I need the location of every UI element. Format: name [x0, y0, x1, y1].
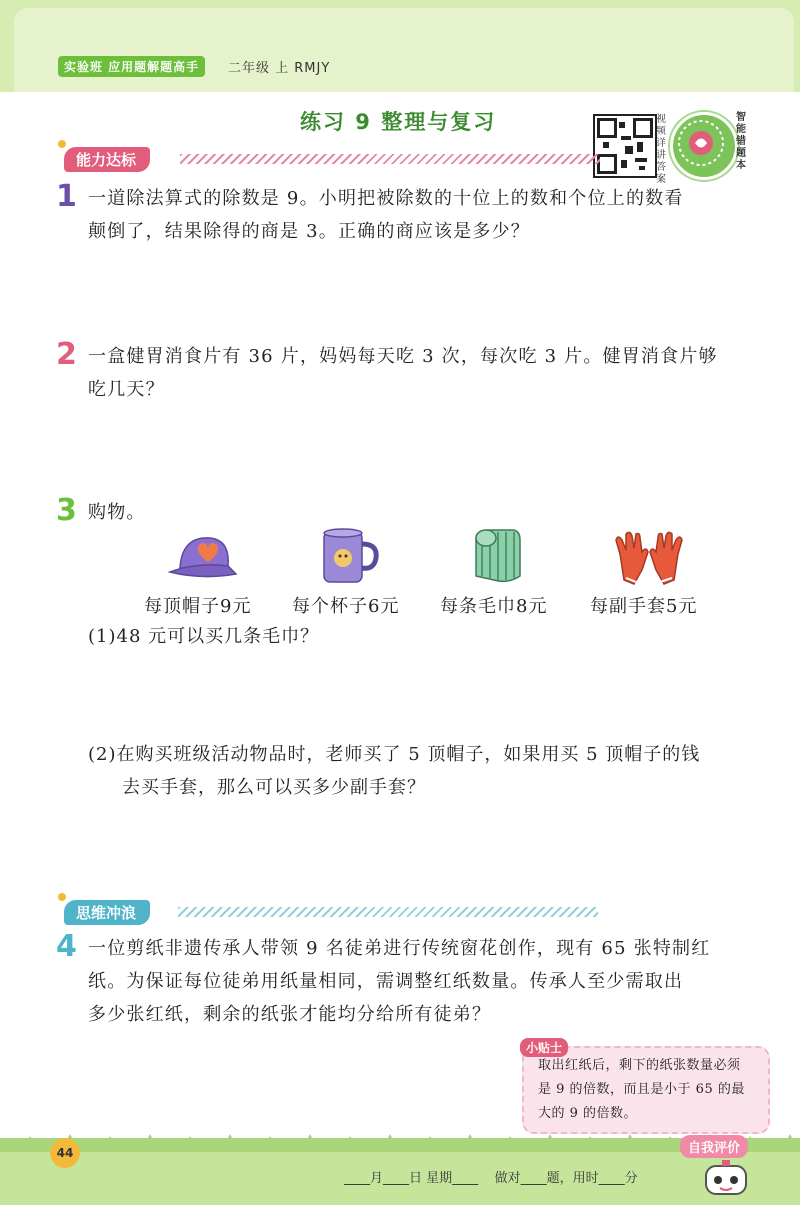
seal-caption: 智能错题本: [736, 112, 746, 171]
question-2-line-2: 吃几天？: [88, 379, 165, 400]
section-ability: 能力达标: [64, 147, 150, 172]
study-log-line: ____月____日 星期____ 做对____题，用时____分: [344, 1171, 638, 1186]
header-panel: [14, 8, 794, 92]
gloves-icon: [612, 526, 686, 586]
question-4-line-1: 一位剪纸非遗传承人带领 9 名徒弟进行传统窗花创作，现有 65 张特制红: [88, 938, 711, 959]
question-4-line-2: 纸。为保证每位徒弟用纸量相同，需调整红纸数量。传承人至少需取出: [88, 971, 684, 992]
question-1-line-1: 一道除法算式的除数是 9。小明把被除数的十位上的数和个位上的数看: [88, 188, 684, 209]
sub-question-1: (1)48 元可以买几条毛巾？: [88, 626, 320, 647]
question-1-line-2: 颠倒了，结果除得的商是 3。正确的商应该是多少？: [88, 221, 530, 242]
question-number-1: 1: [56, 179, 77, 214]
grade-label: 二年级 上 RMJY: [228, 61, 331, 76]
cup-icon: [318, 526, 380, 586]
wrong-question-book-seal-icon[interactable]: [670, 112, 738, 180]
question-number-4: 4: [56, 929, 77, 964]
cap-icon: [166, 528, 242, 584]
series-badge: 实验班 应用题解题高手: [58, 56, 205, 77]
section-divider: [178, 907, 598, 917]
tip-line-1: 取出红纸后，剩下的纸张数量必须: [538, 1058, 741, 1073]
item-label-towel: 每条毛巾8元: [440, 596, 548, 617]
item-label-cup: 每个杯子6元: [292, 596, 400, 617]
robot-mascot-icon: [700, 1158, 752, 1198]
question-number-2: 2: [56, 337, 77, 372]
page-number: 44: [50, 1138, 80, 1168]
sub-question-2: [88, 738, 778, 804]
question-2-text: [88, 340, 778, 406]
page-title: 练习 9 整理与复习: [300, 110, 497, 134]
question-4-line-3: 多少张红纸，剩余的纸张才能均分给所有徒弟？: [88, 1004, 492, 1025]
qr-code-icon[interactable]: [593, 114, 657, 178]
question-1-text: [88, 182, 778, 248]
self-evaluation-tag: 自我评价: [680, 1135, 748, 1158]
question-4-text: [88, 932, 778, 1031]
qr-caption: 视频详讲答案: [656, 114, 666, 185]
item-label-cap: 每顶帽子9元: [144, 596, 252, 617]
item-label-gloves: 每副手套5元: [590, 596, 698, 617]
tip-line-2: 是 9 的倍数，而且是小于 65 的最: [538, 1082, 745, 1097]
question-2-line-1: 一盒健胃消食片有 36 片，妈妈每天吃 3 次，每次吃 3 片。健胃消食片够: [88, 346, 718, 367]
section-dot-icon: [58, 140, 66, 148]
tip-line-3: 大的 9 的倍数。: [538, 1106, 638, 1121]
towel-icon: [468, 526, 526, 586]
section-dot-icon: [58, 893, 66, 901]
sub-question-2-line-2: 去买手套，那么可以买多少副手套？: [122, 777, 426, 798]
section-thinking: 思维冲浪: [64, 900, 150, 925]
question-number-3: 3: [56, 493, 77, 528]
tip-text: [538, 1054, 760, 1126]
question-3-title: 购物。: [88, 502, 146, 523]
sub-question-2-line-1: (2)在购买班级活动物品时，老师买了 5 顶帽子，如果用买 5 顶帽子的钱: [88, 744, 701, 765]
section-divider: [180, 154, 600, 164]
tip-tag: 小贴士: [520, 1038, 568, 1057]
